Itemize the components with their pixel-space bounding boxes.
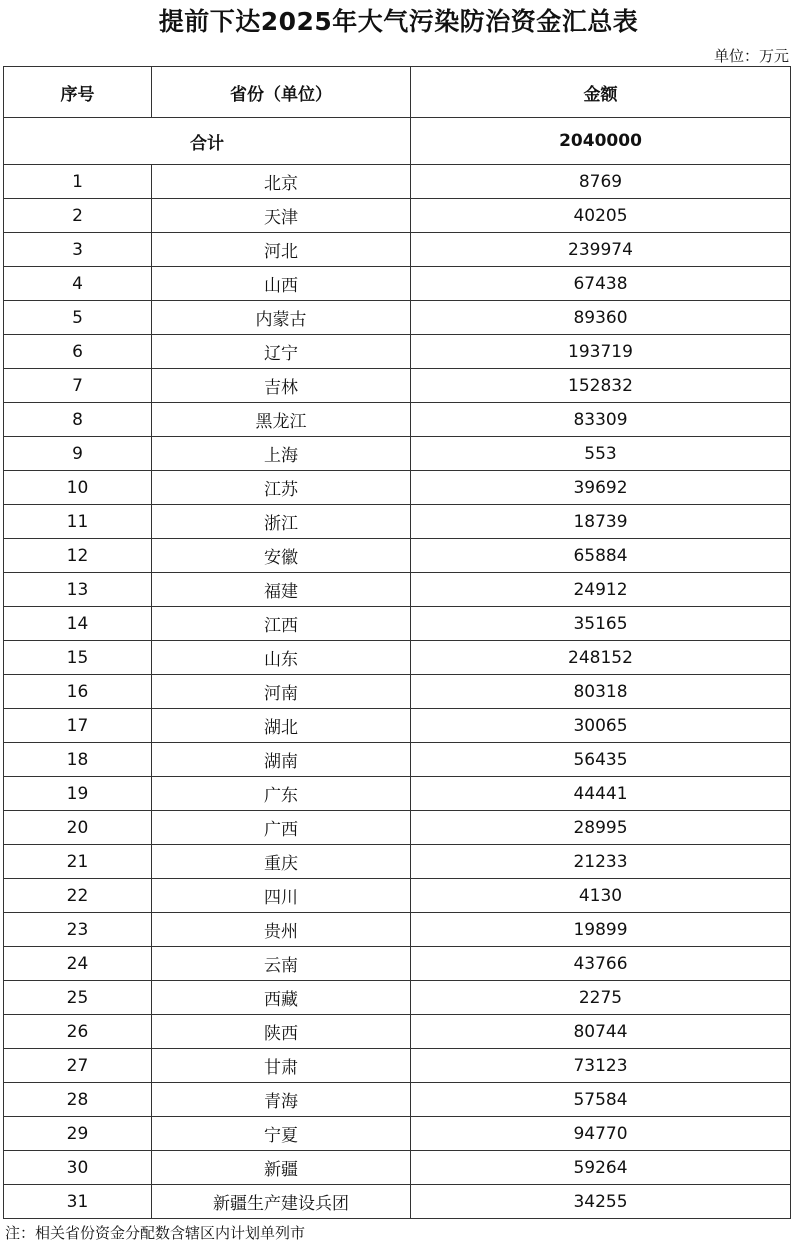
- row-province: 新疆: [152, 1151, 411, 1185]
- row-amount: 193719: [411, 335, 791, 369]
- row-province: 重庆: [152, 845, 411, 879]
- table-row: [4, 607, 791, 641]
- table-row: [4, 301, 791, 335]
- table-row: [4, 403, 791, 437]
- row-amount: 57584: [411, 1083, 791, 1117]
- row-number: 5: [4, 301, 152, 335]
- row-amount: 35165: [411, 607, 791, 641]
- row-province: 山西: [152, 267, 411, 301]
- row-amount: 80744: [411, 1015, 791, 1049]
- table-row: [4, 573, 791, 607]
- row-number: 3: [4, 233, 152, 267]
- row-province: 青海: [152, 1083, 411, 1117]
- row-province: 吉林: [152, 369, 411, 403]
- total-row: [4, 118, 791, 165]
- row-number: 12: [4, 539, 152, 573]
- row-amount: 94770: [411, 1117, 791, 1151]
- row-amount: 239974: [411, 233, 791, 267]
- row-province: 广西: [152, 811, 411, 845]
- table-row: [4, 709, 791, 743]
- table-row: [4, 743, 791, 777]
- table-header-row: [4, 67, 791, 118]
- table-row: [4, 505, 791, 539]
- row-number: 25: [4, 981, 152, 1015]
- page-title: 提前下达2025年大气污染防治资金汇总表: [158, 7, 639, 36]
- table-row: [4, 199, 791, 233]
- row-amount: 40205: [411, 199, 791, 233]
- row-number: 8: [4, 403, 152, 437]
- row-amount: 21233: [411, 845, 791, 879]
- table-row: [4, 233, 791, 267]
- row-number: 26: [4, 1015, 152, 1049]
- row-province: 北京: [152, 165, 411, 199]
- row-number: 27: [4, 1049, 152, 1083]
- row-number: 31: [4, 1185, 152, 1219]
- header-amount: 金额: [411, 67, 791, 118]
- row-number: 1: [4, 165, 152, 199]
- row-province: 福建: [152, 573, 411, 607]
- row-amount: 19899: [411, 913, 791, 947]
- table-row: [4, 165, 791, 199]
- row-province: 安徽: [152, 539, 411, 573]
- row-number: 22: [4, 879, 152, 913]
- row-province: 江苏: [152, 471, 411, 505]
- table-row: [4, 1185, 791, 1219]
- row-province: 天津: [152, 199, 411, 233]
- fund-table: [3, 66, 791, 1219]
- row-amount: 28995: [411, 811, 791, 845]
- row-number: 29: [4, 1117, 152, 1151]
- row-amount: 18739: [411, 505, 791, 539]
- table-row: [4, 1015, 791, 1049]
- row-amount: 80318: [411, 675, 791, 709]
- table-row: [4, 947, 791, 981]
- row-amount: 152832: [411, 369, 791, 403]
- row-number: 13: [4, 573, 152, 607]
- row-province: 山东: [152, 641, 411, 675]
- table-row: [4, 267, 791, 301]
- table-row: [4, 437, 791, 471]
- row-number: 2: [4, 199, 152, 233]
- row-province: 湖南: [152, 743, 411, 777]
- row-amount: 2275: [411, 981, 791, 1015]
- row-province: 河北: [152, 233, 411, 267]
- row-number: 30: [4, 1151, 152, 1185]
- row-province: 黑龙江: [152, 403, 411, 437]
- row-amount: 24912: [411, 573, 791, 607]
- row-province: 宁夏: [152, 1117, 411, 1151]
- unit-label: 单位：万元: [713, 47, 789, 65]
- row-number: 20: [4, 811, 152, 845]
- row-number: 24: [4, 947, 152, 981]
- row-province: 上海: [152, 437, 411, 471]
- row-number: 11: [4, 505, 152, 539]
- table-row: [4, 913, 791, 947]
- row-amount: 39692: [411, 471, 791, 505]
- row-number: 9: [4, 437, 152, 471]
- row-number: 14: [4, 607, 152, 641]
- total-label: 合计: [4, 118, 411, 165]
- table-row: [4, 641, 791, 675]
- row-province: 内蒙古: [152, 301, 411, 335]
- table-row: [4, 1117, 791, 1151]
- row-province: 浙江: [152, 505, 411, 539]
- table-row: [4, 675, 791, 709]
- row-amount: 44441: [411, 777, 791, 811]
- row-amount: 4130: [411, 879, 791, 913]
- row-province: 甘肃: [152, 1049, 411, 1083]
- row-number: 7: [4, 369, 152, 403]
- table-row: [4, 1151, 791, 1185]
- table-row: [4, 1049, 791, 1083]
- row-province: 贵州: [152, 913, 411, 947]
- row-amount: 59264: [411, 1151, 791, 1185]
- row-amount: 30065: [411, 709, 791, 743]
- row-number: 21: [4, 845, 152, 879]
- table-row: [4, 811, 791, 845]
- row-province: 四川: [152, 879, 411, 913]
- row-province: 河南: [152, 675, 411, 709]
- table-row: [4, 845, 791, 879]
- row-province: 湖北: [152, 709, 411, 743]
- row-amount: 248152: [411, 641, 791, 675]
- row-amount: 89360: [411, 301, 791, 335]
- row-amount: 8769: [411, 165, 791, 199]
- row-province: 云南: [152, 947, 411, 981]
- row-province: 新疆生产建设兵团: [152, 1185, 411, 1219]
- row-amount: 73123: [411, 1049, 791, 1083]
- row-number: 23: [4, 913, 152, 947]
- row-number: 4: [4, 267, 152, 301]
- row-province: 西藏: [152, 981, 411, 1015]
- row-amount: 83309: [411, 403, 791, 437]
- table-row: [4, 335, 791, 369]
- row-number: 17: [4, 709, 152, 743]
- row-number: 19: [4, 777, 152, 811]
- header-number: 序号: [4, 67, 152, 118]
- table-row: [4, 1083, 791, 1117]
- row-amount: 65884: [411, 539, 791, 573]
- row-number: 10: [4, 471, 152, 505]
- footnote: 注：相关省份资金分配数含辖区内计划单列市: [5, 1224, 306, 1242]
- row-number: 15: [4, 641, 152, 675]
- table-row: [4, 981, 791, 1015]
- row-number: 28: [4, 1083, 152, 1117]
- row-province: 江西: [152, 607, 411, 641]
- row-number: 18: [4, 743, 152, 777]
- total-amount: 2040000: [411, 118, 791, 165]
- table-row: [4, 777, 791, 811]
- row-number: 16: [4, 675, 152, 709]
- row-amount: 56435: [411, 743, 791, 777]
- row-amount: 43766: [411, 947, 791, 981]
- row-province: 陕西: [152, 1015, 411, 1049]
- row-province: 广东: [152, 777, 411, 811]
- table-row: [4, 879, 791, 913]
- row-amount: 553: [411, 437, 791, 471]
- table-row: [4, 539, 791, 573]
- row-amount: 67438: [411, 267, 791, 301]
- row-province: 辽宁: [152, 335, 411, 369]
- row-number: 6: [4, 335, 152, 369]
- row-amount: 34255: [411, 1185, 791, 1219]
- table-row: [4, 471, 791, 505]
- header-province: 省份（单位）: [152, 67, 411, 118]
- table-row: [4, 369, 791, 403]
